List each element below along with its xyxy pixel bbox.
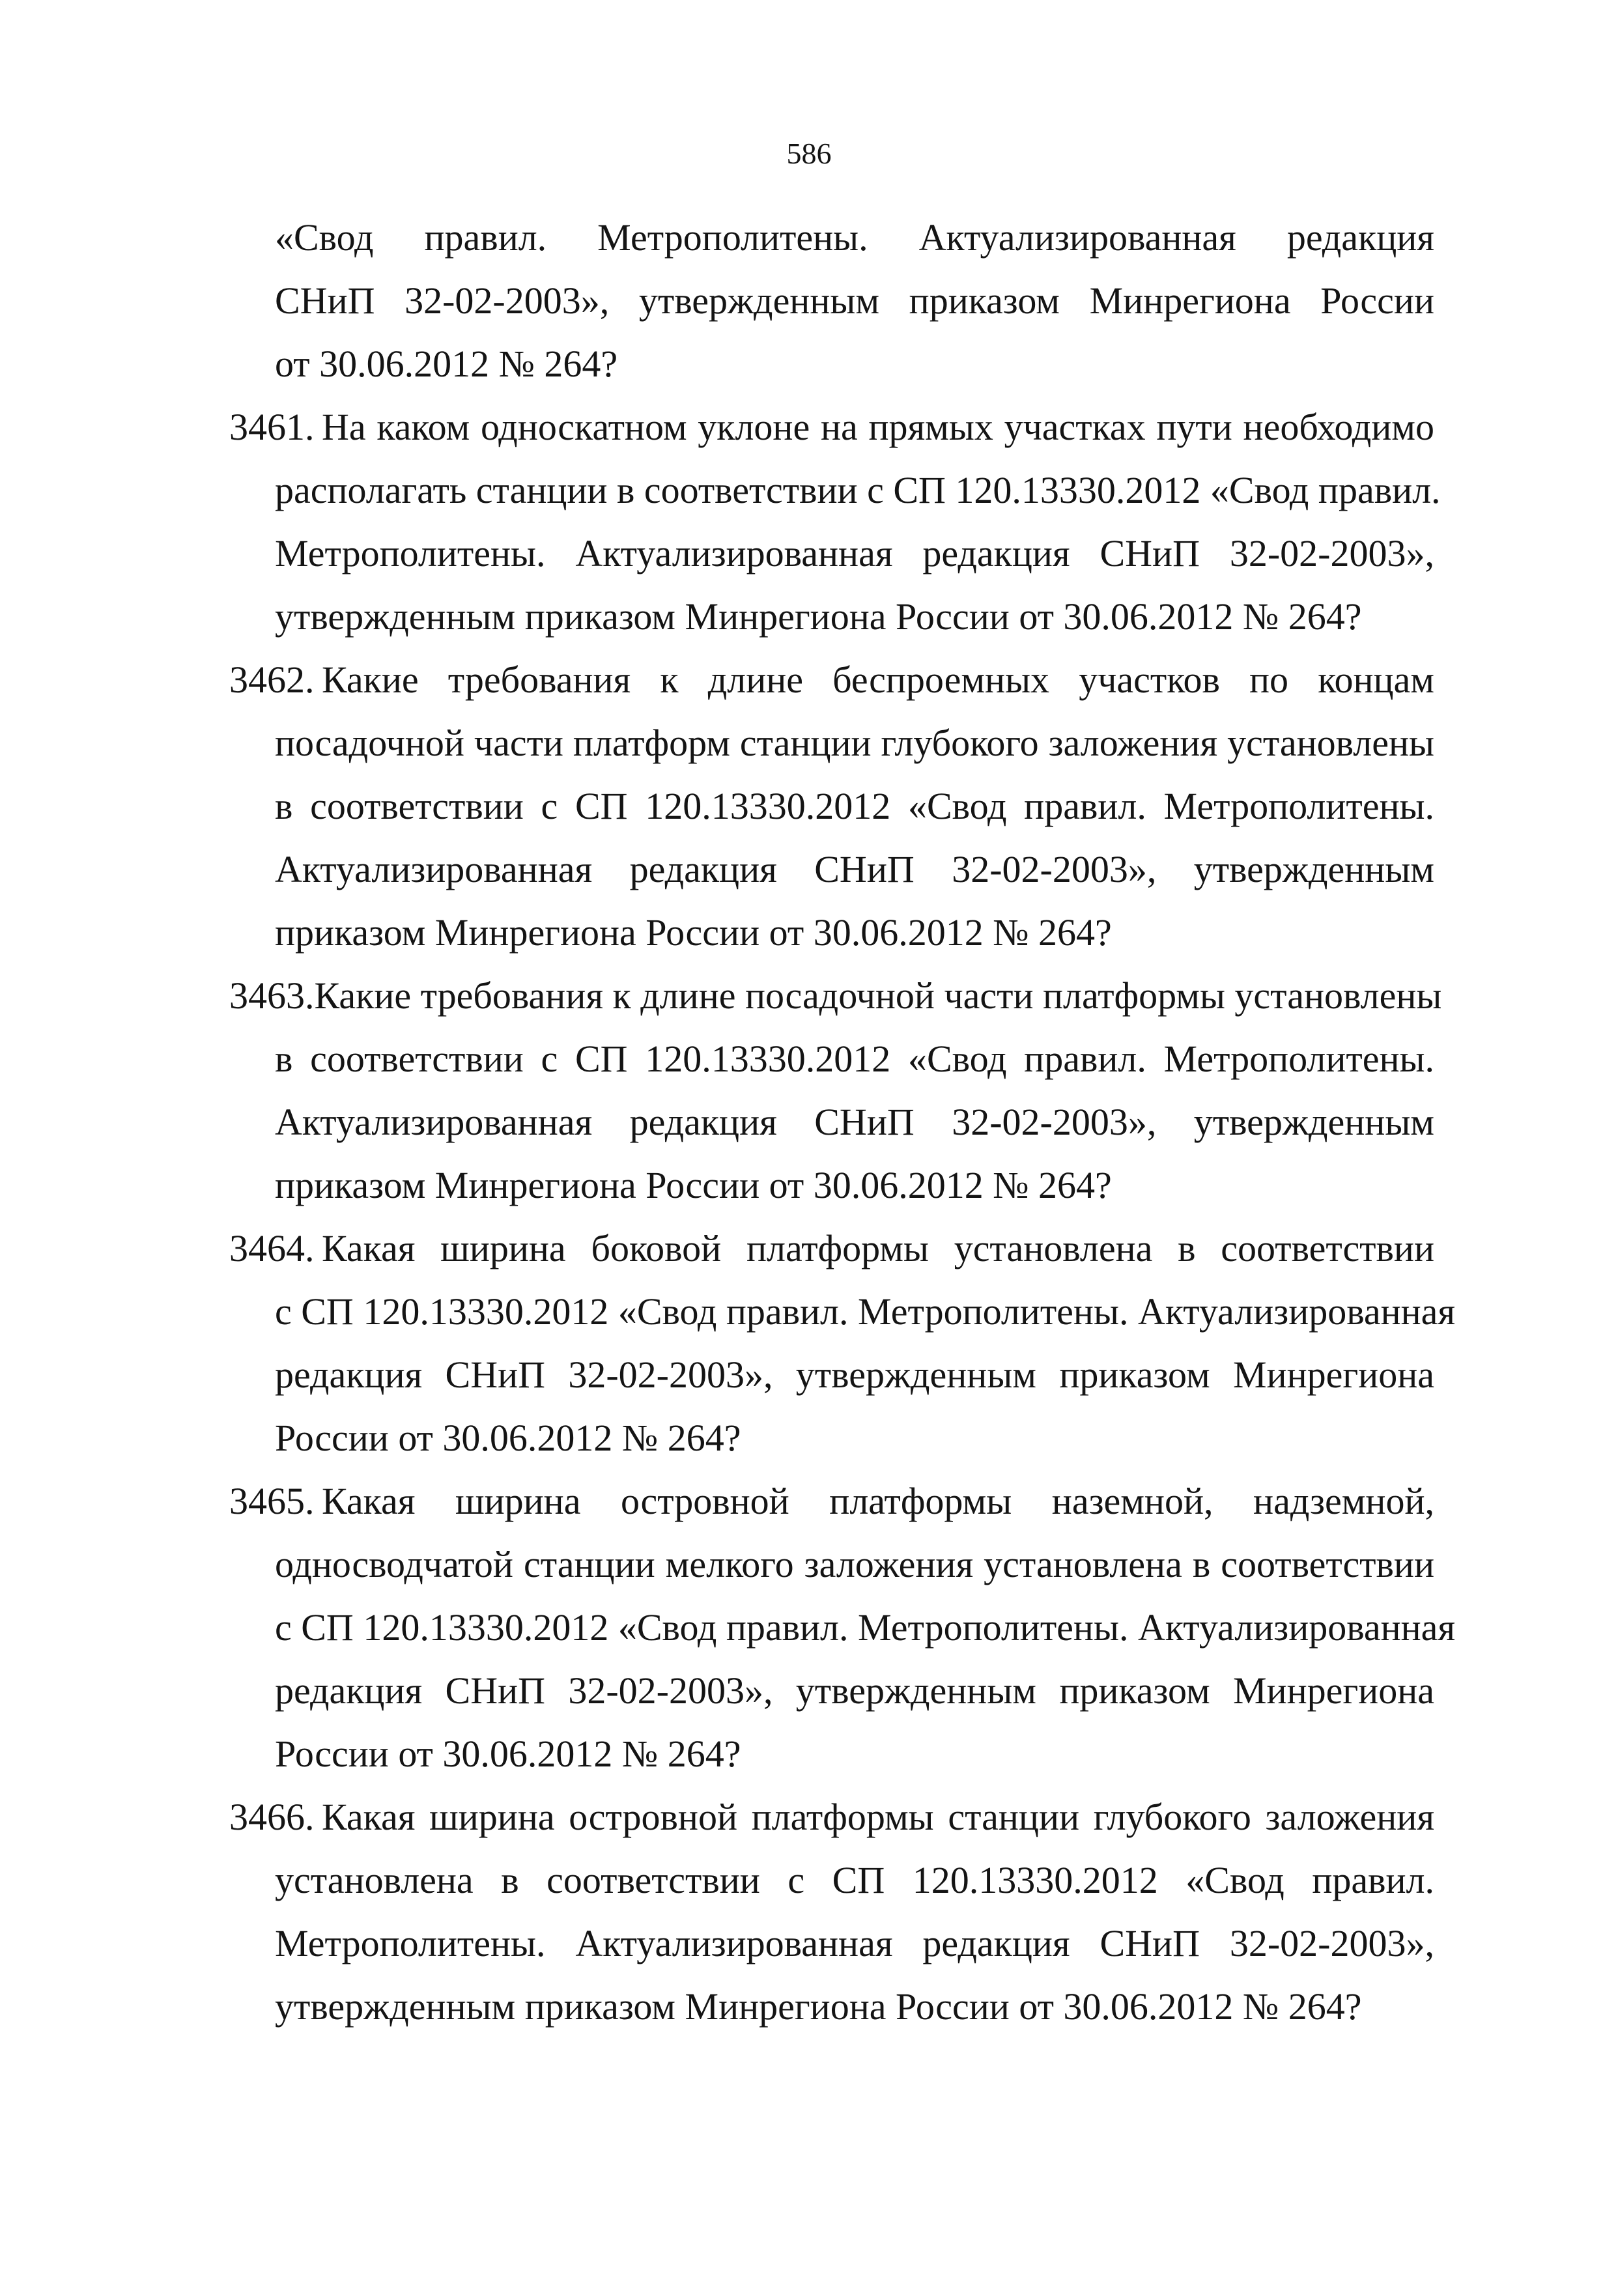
question-number: 3462.: [229, 659, 315, 701]
question-line: приказом Минрегиона России от 30.06.2012 № 264?: [275, 1164, 1112, 1206]
question-line: с СП 120.13330.2012 «Свод правил. Метрополитены. Актуализированная: [275, 1290, 1456, 1333]
question-line: утвержденным приказом Минрегиона России от 30.06.2012 № 264?: [275, 1985, 1362, 2028]
question-line: редакция СНиП 32-02-2003», утвержденным приказом Минрегиона: [275, 1354, 1434, 1396]
question-line: располагать станции в соответствии с СП 120.13330.2012 «Свод правил.: [275, 469, 1441, 511]
intro-line: «Свод правил. Метрополитены. Актуализированная редакция: [275, 216, 1434, 259]
question-3463: [229, 964, 1442, 1217]
question-line: Какая ширина островной платформы наземной, надземной,: [322, 1480, 1434, 1522]
question-number: 3466.: [229, 1796, 315, 1838]
question-line: приказом Минрегиона России от 30.06.2012 № 264?: [275, 911, 1112, 954]
question-3461: [229, 395, 1441, 648]
intro-line: СНиП 32-02-2003», утвержденным приказом Минрегиона России: [275, 279, 1434, 322]
document-body: [229, 206, 1456, 2038]
intro-line: от 30.06.2012 № 264?: [275, 343, 618, 385]
question-line: России от 30.06.2012 № 264?: [275, 1417, 741, 1459]
question-line: Метрополитены. Актуализированная редакция СНиП 32-02-2003»,: [275, 1922, 1434, 1964]
question-line: Какая ширина островной платформы станции глубокого заложения: [322, 1796, 1434, 1838]
question-3464: [229, 1217, 1456, 1469]
question-line: Какая ширина боковой платформы установлена в соответствии: [322, 1227, 1434, 1269]
question-number: 3461.: [229, 406, 315, 448]
question-line: Какие требования к длине посадочной части платформы установлены: [314, 974, 1442, 1017]
page-number: 586: [786, 137, 832, 170]
question-line: в соответствии с СП 120.13330.2012 «Свод правил. Метрополитены.: [275, 785, 1434, 827]
question-line: Актуализированная редакция СНиП 32-02-2003», утвержденным: [275, 848, 1434, 890]
question-3462: [229, 648, 1434, 964]
question-line: Актуализированная редакция СНиП 32-02-2003», утвержденным: [275, 1101, 1434, 1143]
question-line: в соответствии с СП 120.13330.2012 «Свод правил. Метрополитены.: [275, 1038, 1434, 1080]
question-line: На каком односкатном уклоне на прямых участках пути необходимо: [322, 406, 1434, 448]
question-line: с СП 120.13330.2012 «Свод правил. Метрополитены. Актуализированная: [275, 1606, 1456, 1649]
question-line: установлена в соответствии с СП 120.13330.2012 «Свод правил.: [275, 1859, 1434, 1901]
question-line: посадочной части платформ станции глубокого заложения установлены: [275, 722, 1434, 764]
question-line: редакция СНиП 32-02-2003», утвержденным приказом Минрегиона: [275, 1669, 1434, 1712]
question-3465: [229, 1469, 1456, 1785]
intro-paragraph: [229, 206, 1434, 395]
question-number: 3465.: [229, 1480, 315, 1522]
question-line: утвержденным приказом Минрегиона России от 30.06.2012 № 264?: [275, 595, 1362, 638]
question-line: Метрополитены. Актуализированная редакция СНиП 32-02-2003»,: [275, 532, 1434, 574]
question-line: Какие требования к длине беспроемных участков по концам: [322, 659, 1434, 701]
question-number: 3464.: [229, 1227, 315, 1269]
question-3466: [229, 1785, 1434, 2038]
question-line: России от 30.06.2012 № 264?: [275, 1733, 741, 1775]
question-line: односводчатой станции мелкого заложения установлена в соответствии: [275, 1543, 1434, 1585]
question-number: 3463.: [229, 974, 315, 1017]
